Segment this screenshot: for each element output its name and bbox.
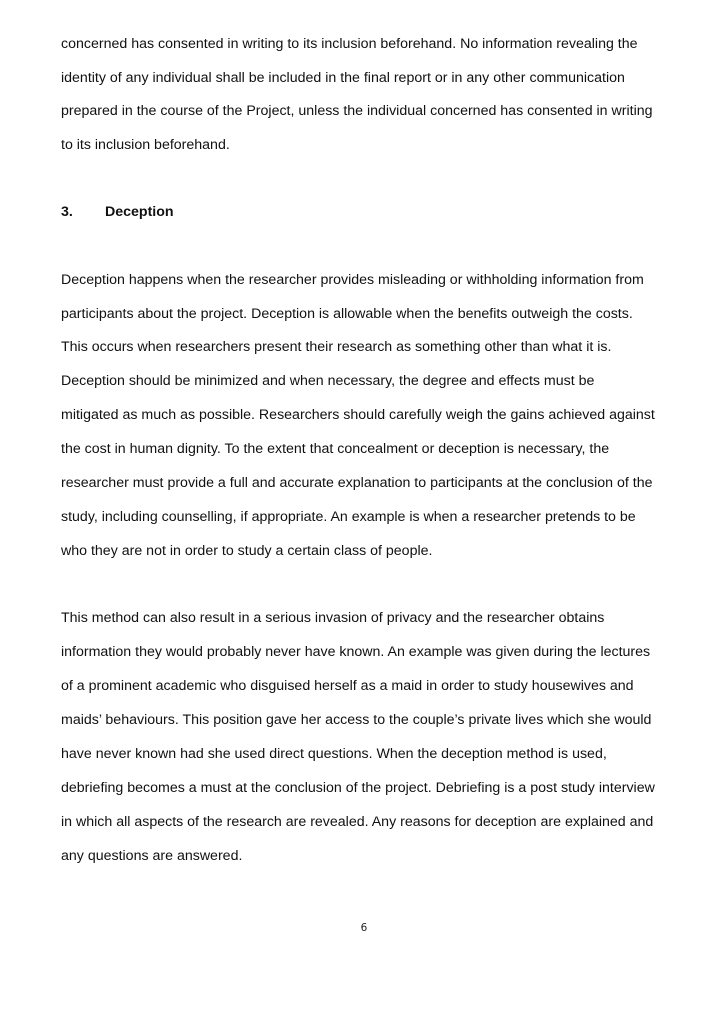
text-line: researcher must provide a full and accurate explanation to participants at the conclusion of the: [61, 475, 653, 491]
text-line: the cost in human dignity. To the extent that concealment or deception is necessary, the: [61, 441, 610, 457]
text-line: have never known had she used direct questions. When the deception method is used,: [61, 746, 607, 762]
text-line: to its inclusion beforehand.: [61, 137, 230, 153]
text-line: participants about the project. Deception is allowable when the benefits outweigh the costs.: [61, 306, 633, 322]
text-line: This method can also result in a serious invasion of privacy and the researcher obtains: [61, 610, 605, 626]
text-line: This occurs when researchers present their research as something other than what it is.: [61, 339, 612, 355]
text-line: of a prominent academic who disguised herself as a maid in order to study housewives and: [61, 678, 634, 694]
text-line: information they would probably never have known. An example was given during the lectures: [61, 644, 651, 660]
text-line: in which all aspects of the research are revealed. Any reasons for deception are explained and: [61, 814, 654, 830]
text-line: debriefing becomes a must at the conclusion of the project. Debriefing is a post study interview: [61, 780, 655, 796]
text-line: any questions are answered.: [61, 848, 243, 864]
text-line: identity of any individual shall be included in the final report or in any other communication: [61, 70, 625, 86]
text-line: study, including counselling, if appropriate. An example is when a researcher pretends to be: [61, 509, 636, 525]
text-line: mitigated as much as possible. Researchers should carefully weigh the gains achieved against: [61, 407, 655, 423]
section-heading: [61, 202, 174, 222]
section-title: Deception: [105, 204, 174, 220]
text-line: prepared in the course of the Project, unless the individual concerned has consented in writing: [61, 103, 653, 119]
section-number: 3.: [61, 204, 73, 220]
text-line: concerned has consented in writing to its inclusion beforehand. No information revealing the: [61, 36, 638, 52]
text-line: who they are not in order to study a certain class of people.: [61, 543, 433, 559]
text-line: maids’ behaviours. This position gave her access to the couple’s private lives which she would: [61, 712, 652, 728]
text-line: Deception should be minimized and when necessary, the degree and effects must be: [61, 373, 595, 389]
page-number: 6: [360, 922, 368, 934]
text-line: Deception happens when the researcher provides misleading or withholding information from: [61, 272, 644, 288]
